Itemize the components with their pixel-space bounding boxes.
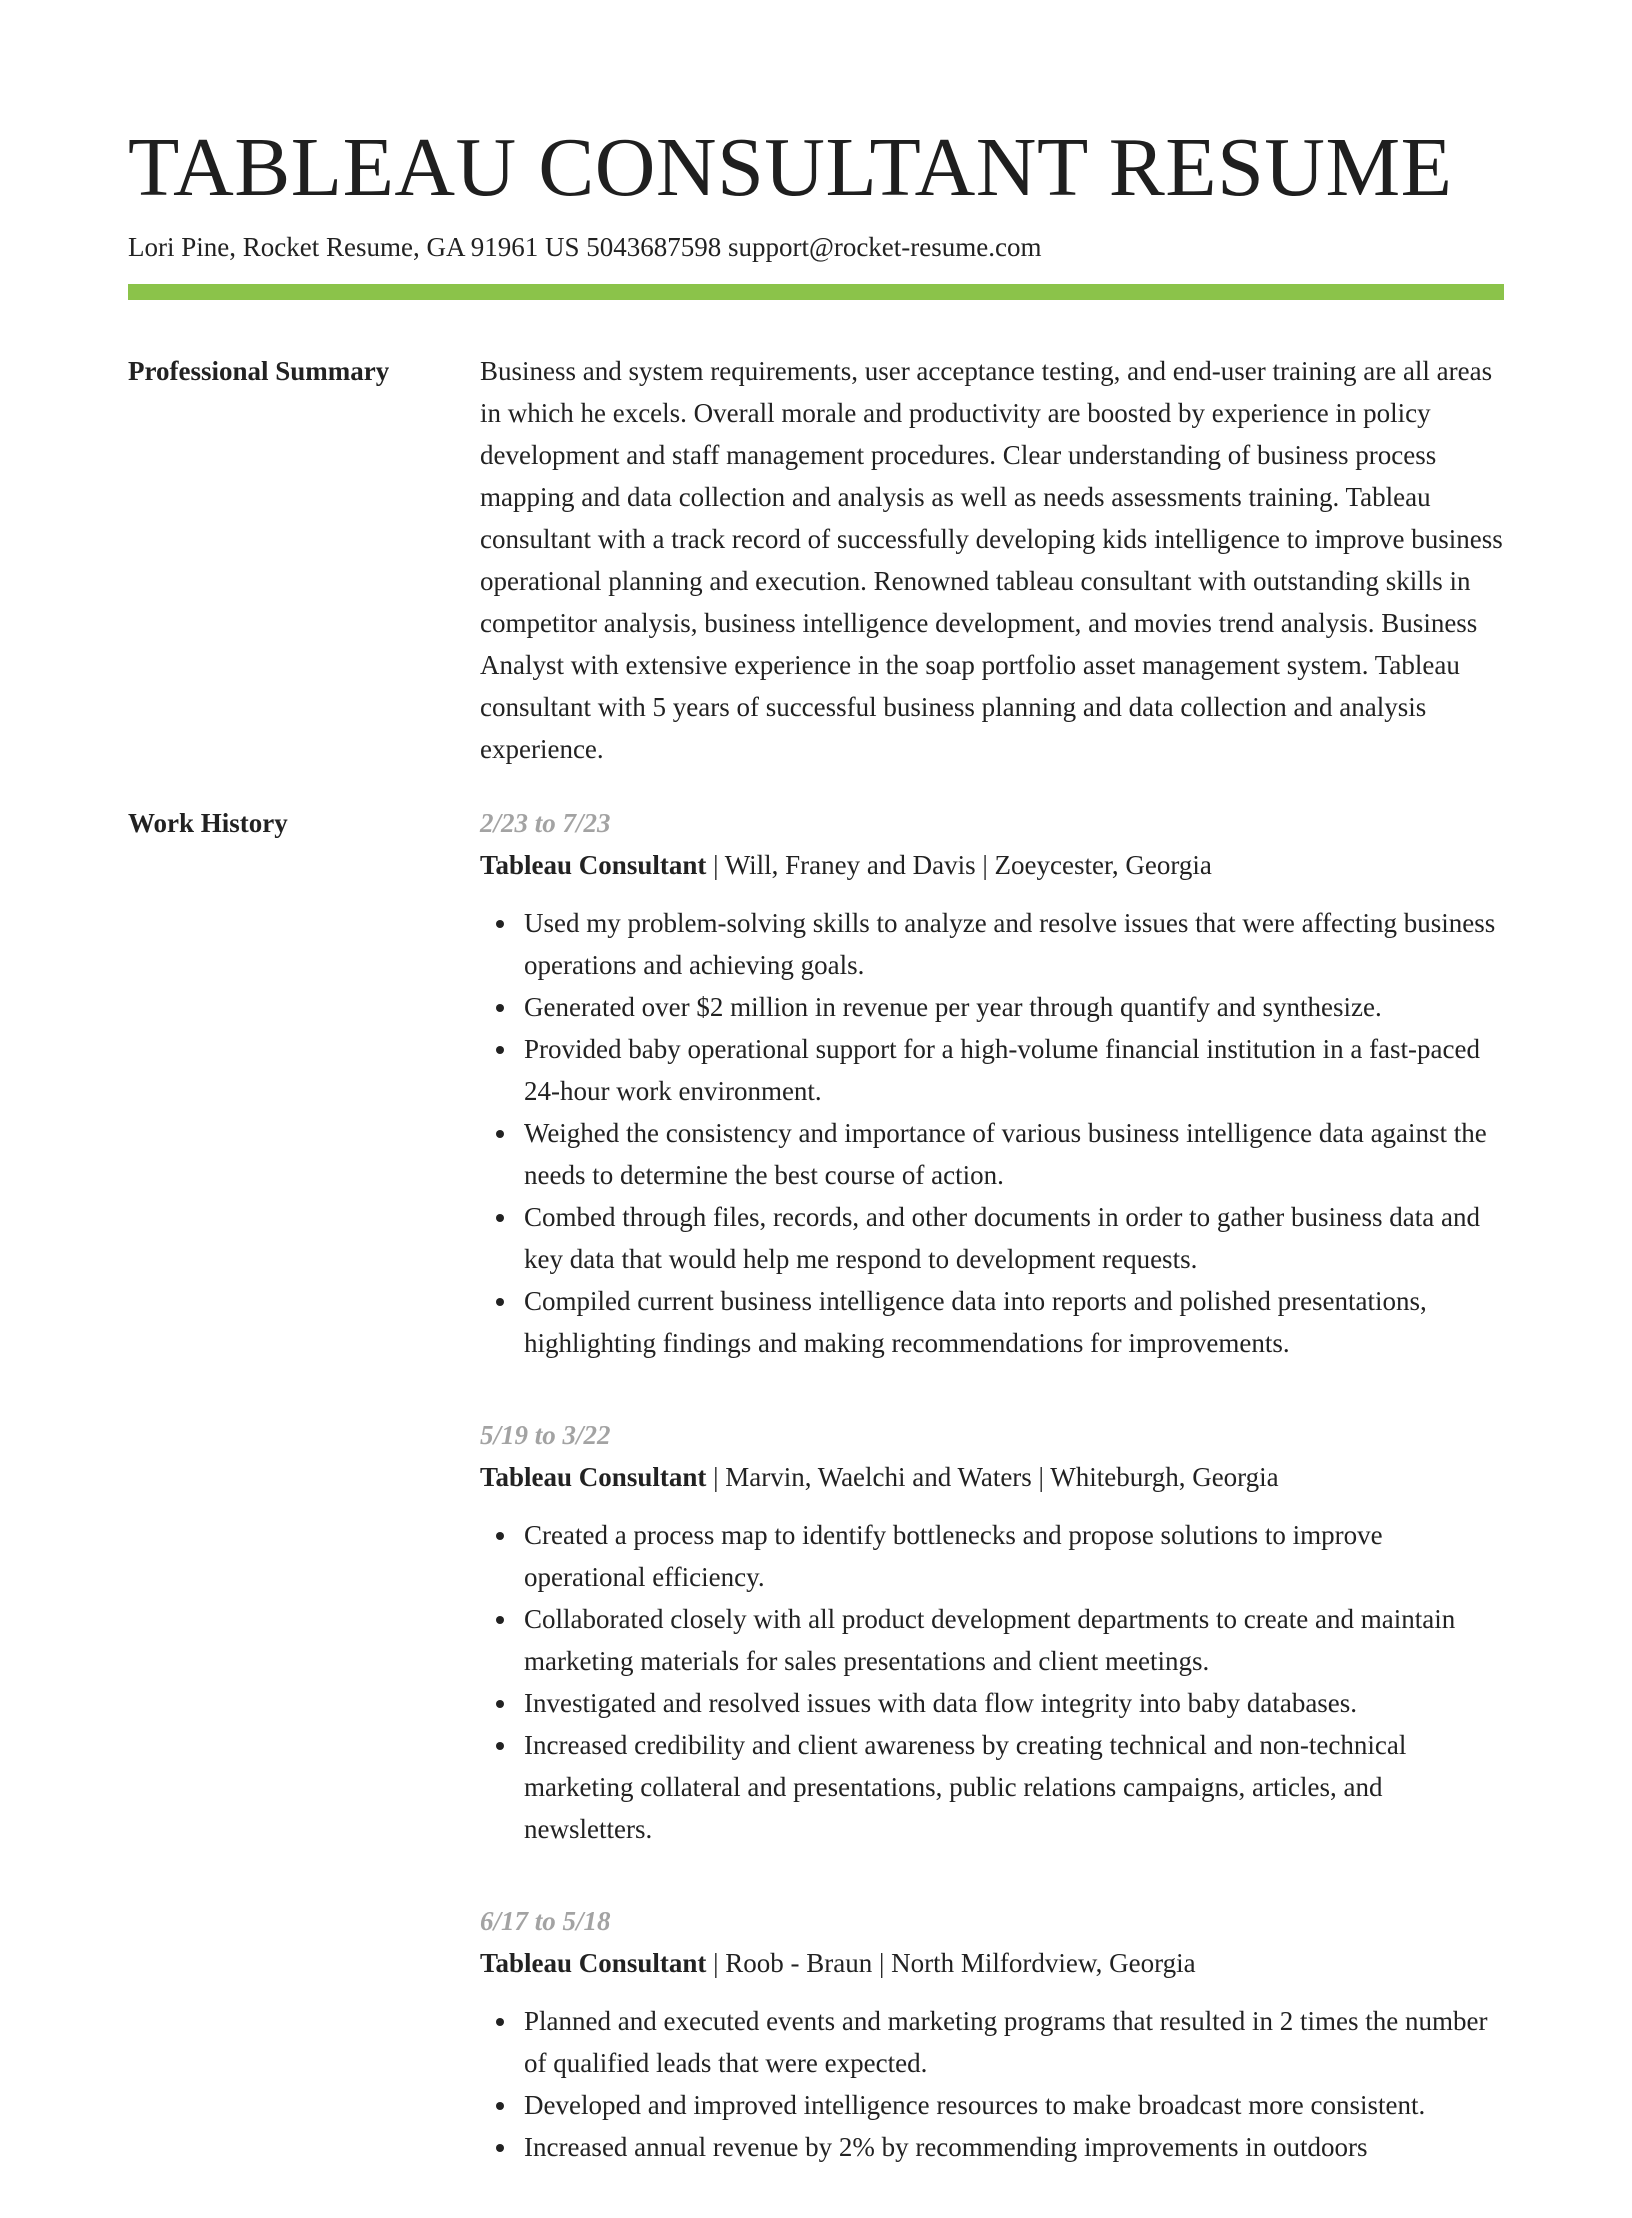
job-bullet: Compiled current business intelligence data into reports and polished presentations, highlighting findings and making recommendations for improvements. — [524, 1280, 1504, 1364]
job-bullet-list — [480, 1514, 1504, 1850]
job-bullet-list — [480, 2000, 1504, 2168]
job-bullet: Planned and executed events and marketing programs that resulted in 2 times the number of qualified leads that were expected. — [524, 2000, 1504, 2084]
header-divider — [128, 284, 1504, 300]
job-bullet: Collaborated closely with all product development departments to create and maintain marketing materials for sales presentations and client meetings. — [524, 1598, 1504, 1682]
resume-title: TABLEAU CONSULTANT RESUME — [128, 121, 1453, 214]
job-bullet: Created a process map to identify bottlenecks and propose solutions to improve operational efficiency. — [524, 1514, 1504, 1598]
job-bullet: Generated over $2 million in revenue per year through quantify and synthesize. — [524, 986, 1504, 1028]
job-details: | Marvin, Waelchi and Waters | Whiteburgh, Georgia — [706, 1462, 1279, 1492]
job-heading — [480, 1942, 1504, 1984]
job-dates: 2/23 to 7/23 — [480, 808, 611, 838]
job-entry — [480, 802, 1504, 1364]
resume-page — [128, 0, 1504, 2218]
job-bullet: Increased credibility and client awareness by creating technical and non-technical marketing collateral and presentations, public relations campaigns, articles, and newsletters. — [524, 1724, 1504, 1850]
summary-body — [480, 350, 1504, 770]
job-dates: 5/19 to 3/22 — [480, 1420, 611, 1450]
summary-text: Business and system requirements, user acceptance testing, and end-user training are all areas in which he excels. Overall morale and productivity are boosted by experience in policy development and staff management procedures. Clear understanding of business process mapping and data collection and analysis as well as needs assessments training. Tableau consultant with a track record of successfully developing kids intelligence to improve business operational planning and execution. Renowned tableau consultant with outstanding skills in competitor analysis, business intelligence development, and movies trend analysis. Business Analyst with extensive experience in the soap portfolio asset management system. Tableau consultant with 5 years of successful business planning and data collection and analysis experience. — [480, 356, 1503, 764]
job-bullet: Combed through files, records, and other documents in order to gather business data and key data that would help me respond to development requests. — [524, 1196, 1504, 1280]
job-details: | Will, Franey and Davis | Zoeycester, Georgia — [706, 850, 1212, 880]
summary-section — [128, 350, 1504, 770]
job-bullet: Weighed the consistency and importance of various business intelligence data against the needs to determine the best course of action. — [524, 1112, 1504, 1196]
contact-line: Lori Pine, Rocket Resume, GA 91961 US 5043687598 support@rocket-resume.com — [128, 232, 1042, 262]
job-bullet: Developed and improved intelligence resources to make broadcast more consistent. — [524, 2084, 1504, 2126]
job-entry — [480, 1414, 1504, 1850]
job-entry — [480, 1900, 1504, 2168]
job-heading — [480, 1456, 1504, 1498]
job-bullet: Provided baby operational support for a high-volume financial institution in a fast-paced 24-hour work environment. — [524, 1028, 1504, 1112]
job-heading — [480, 844, 1504, 886]
work-history-label: Work History — [128, 808, 288, 838]
job-bullet: Used my problem-solving skills to analyze and resolve issues that were affecting business operations and achieving goals. — [524, 902, 1504, 986]
job-bullet-list — [480, 902, 1504, 1364]
job-title: Tableau Consultant — [480, 850, 707, 880]
job-dates: 6/17 to 5/18 — [480, 1906, 611, 1936]
job-bullet: Increased annual revenue by 2% by recommending improvements in outdoors — [524, 2126, 1504, 2168]
work-history-body — [480, 802, 1504, 2218]
work-history-section — [128, 802, 1504, 2218]
job-details: | Roob - Braun | North Milfordview, Georgia — [706, 1948, 1196, 1978]
summary-label: Professional Summary — [128, 356, 390, 386]
job-title: Tableau Consultant — [480, 1948, 707, 1978]
job-bullet: Investigated and resolved issues with data flow integrity into baby databases. — [524, 1682, 1504, 1724]
job-title: Tableau Consultant — [480, 1462, 707, 1492]
